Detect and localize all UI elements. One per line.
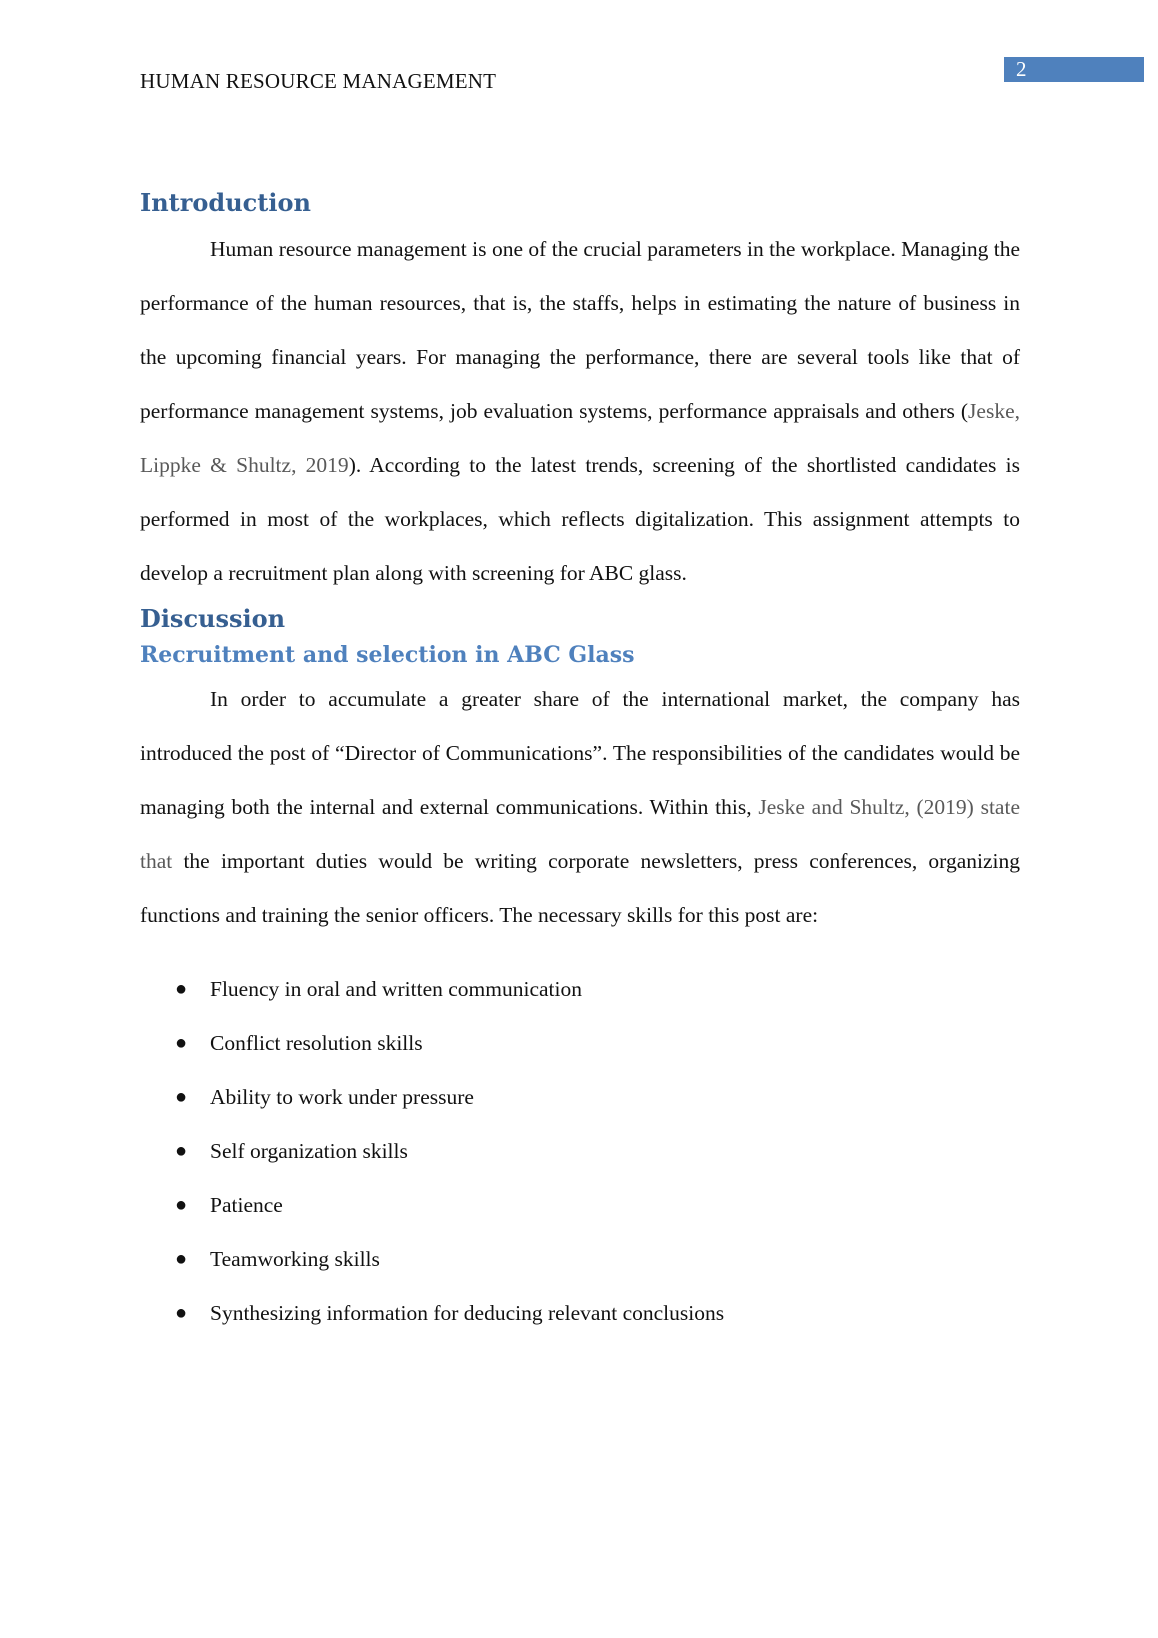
list-item xyxy=(140,962,1020,1016)
skill-label: Self organization skills xyxy=(210,1139,408,1163)
skill-label: Teamworking skills xyxy=(210,1247,380,1271)
running-header: HUMAN RESOURCE MANAGEMENT xyxy=(140,69,497,93)
list-item xyxy=(140,1178,1020,1232)
skill-label: Synthesizing information for deducing relevant conclusions xyxy=(210,1301,725,1325)
bullet-icon: ● xyxy=(175,1140,188,1162)
skill-label: Ability to work under pressure xyxy=(210,1085,474,1109)
intro-citation: Jeske, Lippke & Shultz, 2019 xyxy=(140,399,1020,477)
skills-list xyxy=(140,962,1020,1340)
list-item xyxy=(140,1016,1020,1070)
document-body xyxy=(140,184,1020,1340)
bullet-icon: ● xyxy=(175,1194,188,1216)
intro-text-part-1: Human resource management is one of the crucial parameters in the workplace. Managing the performance of the human resources, that is, the staffs, helps in estimating the nature of business in the upcoming financial years. For managing the performance, there are several tools like that of performance management systems, job evaluation systems, performance appraisals and others ( xyxy=(140,237,1020,423)
bullet-icon: ● xyxy=(175,1086,188,1108)
bullet-icon: ● xyxy=(175,1032,188,1054)
bullet-icon: ● xyxy=(175,1302,188,1324)
skill-label: Patience xyxy=(210,1193,283,1217)
bullet-icon: ● xyxy=(175,978,188,1000)
intro-text-part-2: ). According to the latest trends, screening of the shortlisted candidates is performed in most of the workplaces, which reflects digitalization. This assignment attempts to develop a recruitment plan along with screening for ABC glass. xyxy=(140,453,1020,585)
page-number: 2 xyxy=(1004,57,1144,82)
list-item xyxy=(140,1070,1020,1124)
bullet-icon: ● xyxy=(175,1248,188,1270)
discussion-heading: Discussion xyxy=(140,604,286,633)
list-item xyxy=(140,1286,1020,1340)
discussion-text-part-2: the important duties would be writing corporate newsletters, press conferences, organizing functions and training the senior officers. The necessary skills for this post are: xyxy=(140,849,1020,927)
introduction-heading: Introduction xyxy=(140,188,311,217)
list-item xyxy=(140,1232,1020,1286)
discussion-text-part-1: In order to accumulate a greater share of the international market, the company has introduced the post of “Director of Communications”. The responsibilities of the candidates would be managing both the internal and external communications. Within this, xyxy=(140,687,1020,819)
recruitment-subheading: Recruitment and selection in ABC Glass xyxy=(140,642,635,668)
introduction-paragraph xyxy=(140,222,1020,600)
list-item xyxy=(140,1124,1020,1178)
discussion-paragraph xyxy=(140,672,1020,942)
discussion-citation: Jeske and Shultz, (2019) state that xyxy=(140,795,1020,873)
skill-label: Conflict resolution skills xyxy=(210,1031,423,1055)
skill-label: Fluency in oral and written communication xyxy=(210,977,582,1001)
